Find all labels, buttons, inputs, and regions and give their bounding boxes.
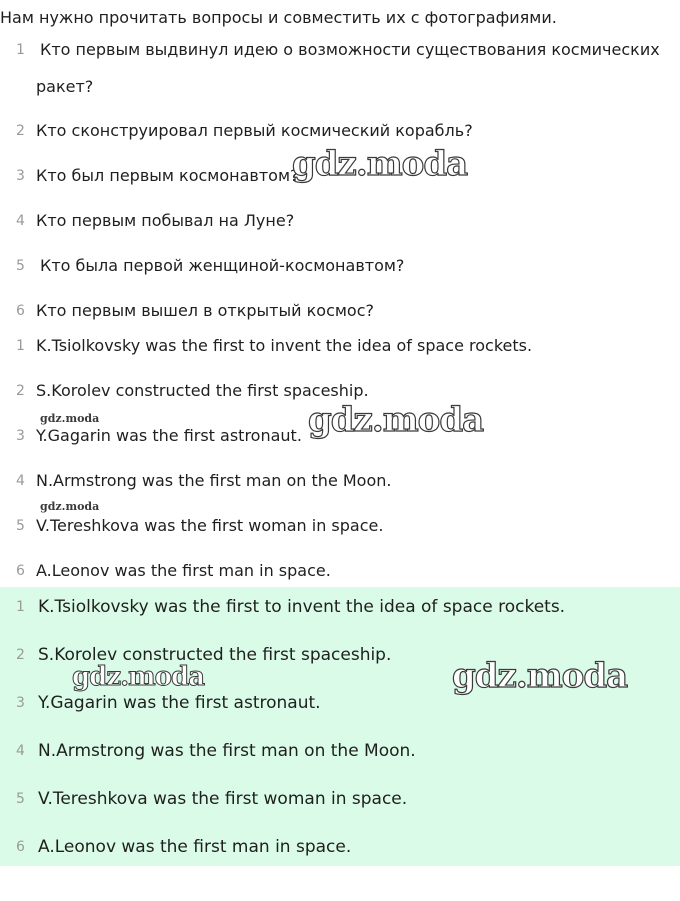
answer-text: S.Korolev constructed the first spaceship.	[36, 381, 369, 400]
answer-number: 3	[16, 428, 25, 444]
question-text: Кто была первой женщиной-космонавтом?	[40, 256, 405, 275]
answer-text: V.Tereshkova was the first woman in space.	[38, 789, 408, 809]
answer-text: K.Tsiolkovsky was the first to invent the idea of space rockets.	[36, 336, 533, 355]
question-text: Кто первым побывал на Луне?	[36, 211, 295, 230]
question-number: 6	[16, 303, 25, 319]
answer-number: 5	[16, 791, 25, 807]
answer-number: 6	[16, 563, 25, 579]
watermark: gdz.moda	[292, 144, 468, 184]
question-item	[0, 40, 680, 96]
highlighted-answer-item	[0, 693, 680, 717]
answer-number: 5	[16, 518, 25, 534]
intro-text: Нам нужно прочитать вопросы и совместить их с фотографиями.	[0, 8, 557, 27]
question-text-continued: ракет?	[36, 77, 94, 96]
answer-number: 2	[16, 383, 25, 399]
question-text: Кто был первым космонавтом?	[36, 166, 299, 185]
answer-number: 6	[16, 839, 25, 855]
question-number: 5	[16, 258, 25, 274]
watermark-small: gdz.moda	[40, 412, 100, 425]
answer-item	[0, 471, 680, 495]
highlighted-answer-item	[0, 597, 680, 621]
answer-number: 3	[16, 695, 25, 711]
answer-text: V.Tereshkova was the first woman in space.	[36, 516, 384, 535]
answer-text: S.Korolev constructed the first spaceship.	[38, 645, 392, 665]
question-item	[0, 256, 680, 280]
highlighted-answer-item	[0, 789, 680, 813]
question-text: Кто сконструировал первый космический корабль?	[36, 121, 473, 140]
question-number: 1	[16, 42, 25, 58]
highlighted-answer-item	[0, 741, 680, 765]
answer-text: A.Leonov was the first man in space.	[36, 561, 331, 580]
answer-text: A.Leonov was the first man in space.	[38, 837, 352, 857]
answer-text: N.Armstrong was the first man on the Moon.	[36, 471, 392, 490]
answer-number: 1	[16, 599, 25, 615]
question-item	[0, 121, 680, 145]
highlighted-answers-block	[0, 587, 680, 866]
question-text: Кто первым выдвинул идею о возможности существования космических	[40, 40, 660, 59]
answer-item	[0, 336, 680, 360]
answer-item	[0, 516, 680, 540]
answer-number: 1	[16, 338, 25, 354]
answer-number: 4	[16, 743, 25, 759]
answer-text: Y.Gagarin was the first astronaut.	[36, 426, 302, 445]
answer-number: 2	[16, 647, 25, 663]
question-number: 4	[16, 213, 25, 229]
question-text: Кто первым вышел в открытый космос?	[36, 301, 375, 320]
answer-text: Y.Gagarin was the first astronaut.	[38, 693, 321, 713]
highlighted-answer-item	[0, 837, 680, 861]
watermark-small: gdz.moda	[40, 500, 100, 513]
watermark: gdz.moda	[72, 662, 205, 692]
answer-text: K.Tsiolkovsky was the first to invent the idea of space rockets.	[38, 597, 566, 617]
answer-text: N.Armstrong was the first man on the Moon.	[38, 741, 416, 761]
watermark: gdz.moda	[452, 656, 628, 696]
answer-number: 4	[16, 473, 25, 489]
question-number: 2	[16, 123, 25, 139]
question-number: 3	[16, 168, 25, 184]
watermark: gdz.moda	[308, 400, 484, 440]
question-item	[0, 211, 680, 235]
question-item	[0, 301, 680, 325]
answer-item	[0, 561, 680, 585]
